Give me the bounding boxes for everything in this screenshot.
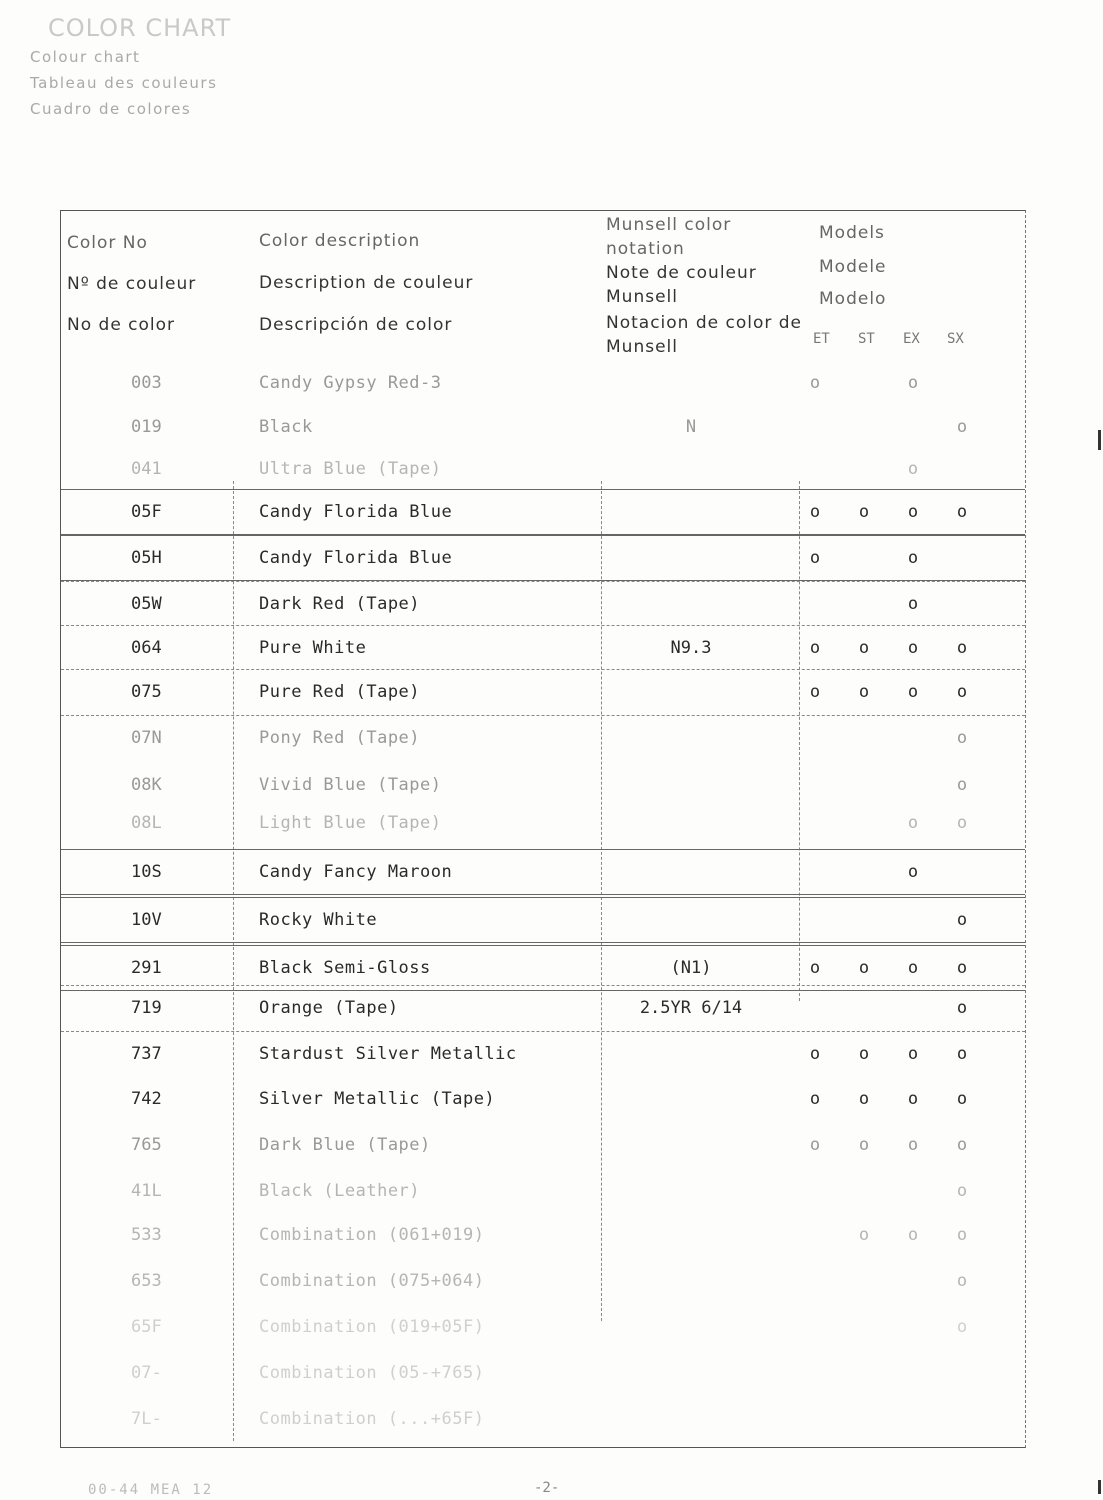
model-availability-mark: o <box>907 459 919 479</box>
header-desc-en: Color description <box>259 231 421 251</box>
model-availability-mark: o <box>956 813 968 833</box>
color-number: 7L- <box>131 1409 162 1429</box>
table-row <box>61 489 1025 535</box>
color-number: 10S <box>131 862 162 882</box>
model-availability-mark: o <box>956 1271 968 1291</box>
table-row <box>61 361 1025 405</box>
color-number: 291 <box>131 958 162 978</box>
table-row <box>61 581 1025 626</box>
model-availability-mark: o <box>956 775 968 795</box>
color-description: Candy Florida Blue <box>259 502 453 522</box>
scan-edge-mark <box>1098 430 1101 450</box>
color-number: 019 <box>131 417 162 437</box>
model-availability-mark: o <box>956 1225 968 1245</box>
color-number: 07N <box>131 728 162 748</box>
model-availability-mark: o <box>907 682 919 702</box>
model-availability-mark: o <box>809 958 821 978</box>
model-availability-mark: o <box>858 638 870 658</box>
header-models-es: Modelo <box>819 289 887 309</box>
model-availability-mark: o <box>907 1135 919 1155</box>
header-munsell-en: Munsell color notation <box>606 215 732 259</box>
model-availability-mark: o <box>956 1089 968 1109</box>
table-row <box>61 1351 1025 1395</box>
table-row <box>61 447 1025 491</box>
color-description: Combination (075+064) <box>259 1271 485 1291</box>
color-chart-table <box>60 210 1026 1448</box>
color-description: Vivid Blue (Tape) <box>259 775 442 795</box>
model-availability-mark: o <box>858 1044 870 1064</box>
color-number: 737 <box>131 1044 162 1064</box>
model-availability-mark: o <box>907 1089 919 1109</box>
color-description: Candy Florida Blue <box>259 548 453 568</box>
model-col-ex: EX <box>903 331 920 347</box>
color-description: Candy Fancy Maroon <box>259 862 453 882</box>
table-row <box>61 625 1025 670</box>
color-number: 05H <box>131 548 162 568</box>
model-availability-mark: o <box>956 682 968 702</box>
color-description: Pure Red (Tape) <box>259 682 421 702</box>
page-header <box>30 14 231 122</box>
model-availability-mark: o <box>858 1135 870 1155</box>
color-number: 05F <box>131 502 162 522</box>
color-description: Orange (Tape) <box>259 998 399 1018</box>
model-availability-mark: o <box>809 682 821 702</box>
model-availability-mark: o <box>907 594 919 614</box>
model-availability-mark: o <box>956 958 968 978</box>
color-description: Pony Red (Tape) <box>259 728 421 748</box>
model-availability-mark: o <box>956 417 968 437</box>
model-availability-mark: o <box>809 373 821 393</box>
model-col-sx: SX <box>947 331 964 347</box>
color-number: 07- <box>131 1363 162 1383</box>
color-number: 533 <box>131 1225 162 1245</box>
color-description: Combination (061+019) <box>259 1225 485 1245</box>
color-description: Combination (019+05F) <box>259 1317 485 1337</box>
table-row <box>61 1259 1025 1303</box>
model-availability-mark: o <box>956 998 968 1018</box>
color-number: 765 <box>131 1135 162 1155</box>
model-availability-mark: o <box>858 502 870 522</box>
table-row <box>61 985 1025 1030</box>
chart-title: COLOR CHART <box>48 14 232 42</box>
subtitle-en: Colour chart <box>30 48 141 66</box>
color-number: 10V <box>131 910 162 930</box>
table-row <box>61 849 1025 895</box>
table-row <box>61 1397 1025 1441</box>
munsell-notation: (N1) <box>670 958 712 978</box>
table-row <box>61 1305 1025 1349</box>
color-description: Candy Gypsy Red-3 <box>259 373 442 393</box>
table-row <box>61 1077 1025 1121</box>
header-desc-es: Descripción de color <box>259 315 453 335</box>
header-desc-fr: Description de couleur <box>259 273 474 293</box>
table-row <box>61 535 1025 581</box>
model-availability-mark: o <box>809 1044 821 1064</box>
table-row <box>61 1213 1025 1257</box>
table-row <box>61 1123 1025 1167</box>
subtitle-es: Cuadro de colores <box>30 100 192 118</box>
header-color-no-fr: Nº de couleur <box>67 274 197 294</box>
model-availability-mark: o <box>907 862 919 882</box>
color-number: 05W <box>131 594 162 614</box>
model-availability-mark: o <box>956 728 968 748</box>
subtitle-fr: Tableau des couleurs <box>30 74 218 92</box>
color-description: Pure White <box>259 638 367 658</box>
model-availability-mark: o <box>907 813 919 833</box>
table-row <box>61 1169 1025 1213</box>
model-availability-mark: o <box>907 1225 919 1245</box>
munsell-notation: 2.5YR 6/14 <box>639 998 743 1018</box>
model-availability-mark: o <box>907 373 919 393</box>
color-number: 08L <box>131 813 162 833</box>
table-row <box>61 897 1025 943</box>
model-availability-mark: o <box>907 958 919 978</box>
model-availability-mark: o <box>809 502 821 522</box>
model-col-st: ST <box>858 331 875 347</box>
color-description: Ultra Blue (Tape) <box>259 459 442 479</box>
color-number: 653 <box>131 1271 162 1291</box>
table-row <box>61 1031 1025 1076</box>
model-availability-mark: o <box>809 1135 821 1155</box>
color-description: Silver Metallic (Tape) <box>259 1089 496 1109</box>
model-availability-mark: o <box>907 548 919 568</box>
header-color-no-en: Color No <box>67 233 148 253</box>
color-number: 064 <box>131 638 162 658</box>
table-row <box>61 801 1025 845</box>
footer-code: 00-44 MEA 12 <box>88 1482 214 1498</box>
color-number: 08K <box>131 775 162 795</box>
model-availability-mark: o <box>907 638 919 658</box>
table-row <box>61 715 1025 760</box>
header-munsell-es: Notacion de color de Munsell <box>606 313 803 357</box>
model-availability-mark: o <box>858 1089 870 1109</box>
header-munsell-fr: Note de couleur Munsell <box>606 263 757 307</box>
color-number: 719 <box>131 998 162 1018</box>
model-availability-mark: o <box>956 910 968 930</box>
model-availability-mark: o <box>907 1044 919 1064</box>
color-description: Black <box>259 417 313 437</box>
color-description: Black Semi-Gloss <box>259 958 431 978</box>
color-number: 41L <box>131 1181 162 1201</box>
model-availability-mark: o <box>956 1317 968 1337</box>
header-color-no-es: No de color <box>67 315 176 335</box>
table-row <box>61 669 1025 714</box>
model-availability-mark: o <box>956 638 968 658</box>
color-description: Combination (...+65F) <box>259 1409 485 1429</box>
header-models-en: Models <box>819 223 885 243</box>
model-availability-mark: o <box>809 1089 821 1109</box>
color-number: 003 <box>131 373 162 393</box>
color-number: 041 <box>131 459 162 479</box>
model-availability-mark: o <box>956 502 968 522</box>
color-description: Dark Red (Tape) <box>259 594 421 614</box>
model-availability-mark: o <box>809 638 821 658</box>
model-availability-mark: o <box>907 502 919 522</box>
model-availability-mark: o <box>858 682 870 702</box>
color-description: Combination (05-+765) <box>259 1363 485 1383</box>
munsell-notation: N <box>685 417 697 437</box>
page-number: -2- <box>534 1480 560 1496</box>
color-description: Black (Leather) <box>259 1181 421 1201</box>
model-availability-mark: o <box>858 1225 870 1245</box>
color-number: 742 <box>131 1089 162 1109</box>
model-availability-mark: o <box>956 1181 968 1201</box>
color-description: Rocky White <box>259 910 378 930</box>
scan-edge-mark <box>1098 1480 1101 1494</box>
color-description: Stardust Silver Metallic <box>259 1044 517 1064</box>
header-models-fr: Modele <box>819 257 887 277</box>
table-row <box>61 405 1025 449</box>
color-description: Dark Blue (Tape) <box>259 1135 431 1155</box>
model-availability-mark: o <box>858 958 870 978</box>
model-availability-mark: o <box>809 548 821 568</box>
color-number: 65F <box>131 1317 162 1337</box>
model-availability-mark: o <box>956 1044 968 1064</box>
munsell-notation: N9.3 <box>670 638 712 658</box>
color-description: Light Blue (Tape) <box>259 813 442 833</box>
model-availability-mark: o <box>956 1135 968 1155</box>
model-col-et: ET <box>813 331 830 347</box>
color-number: 075 <box>131 682 162 702</box>
